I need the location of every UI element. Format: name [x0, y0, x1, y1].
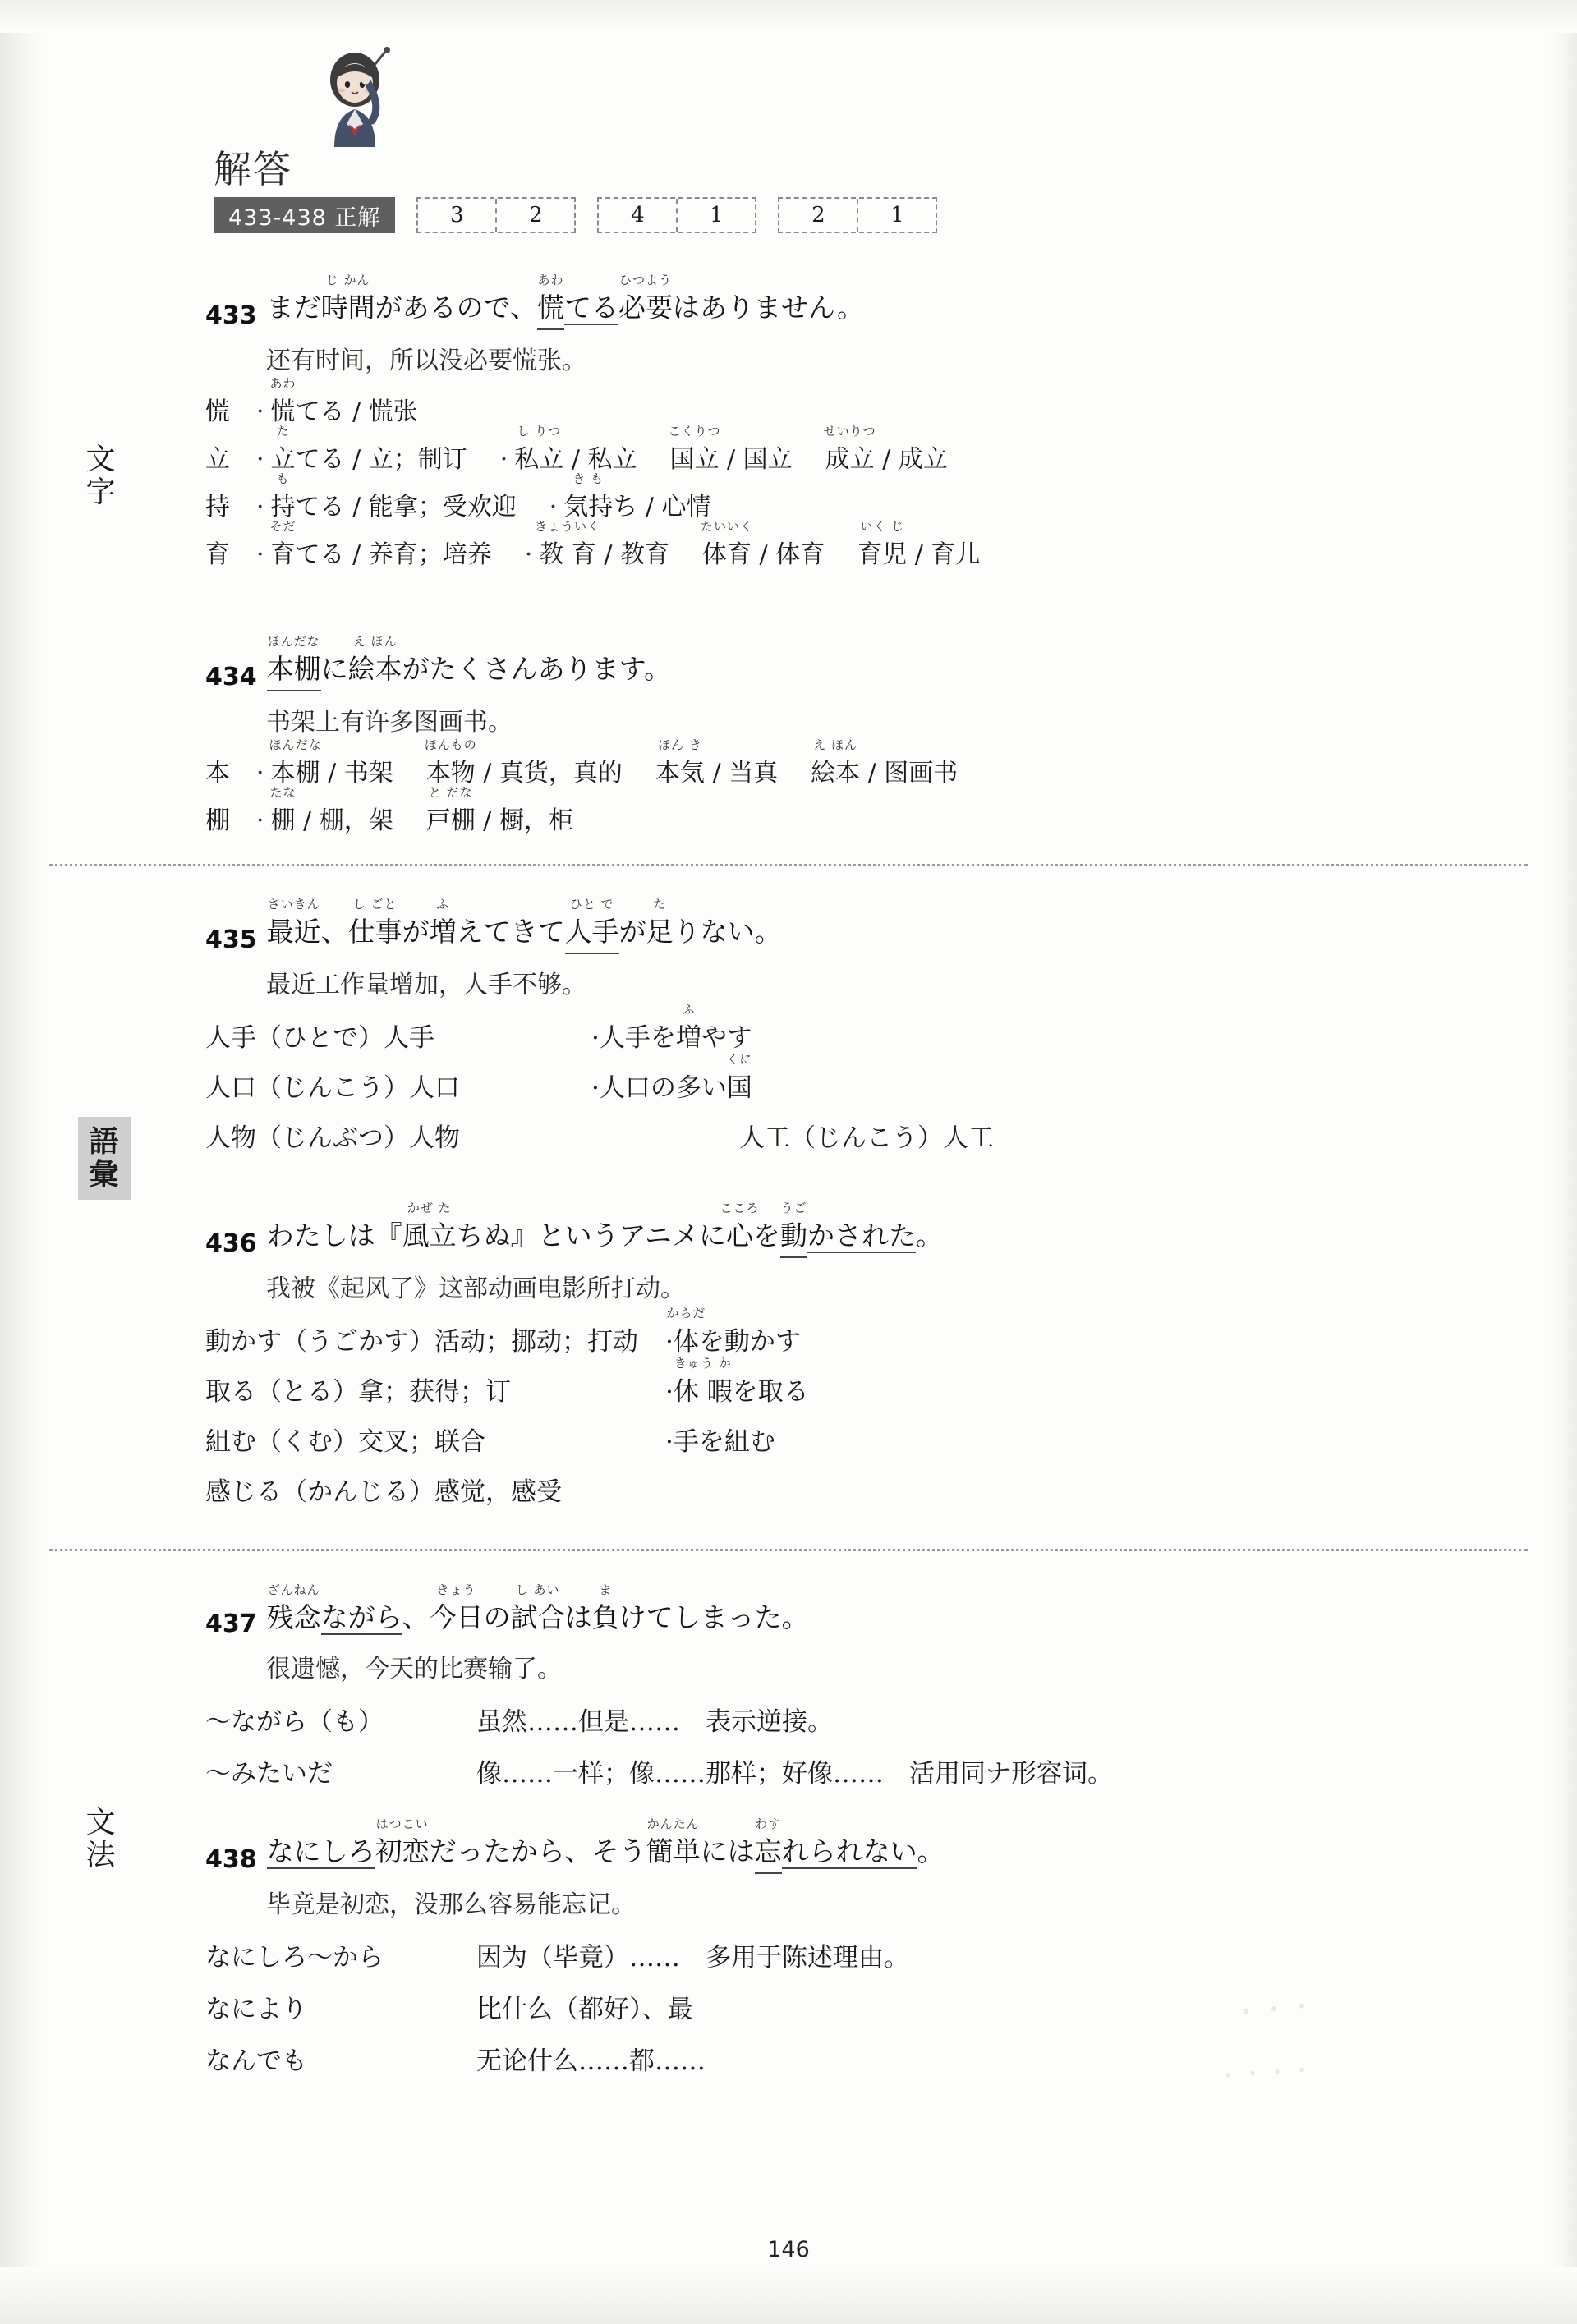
vocab-row [205, 1051, 1552, 1104]
bleed-through-mark: ・・・・ [1215, 2055, 1316, 2092]
kanji-head: 本 [205, 758, 230, 788]
kanji-notes-434 [205, 737, 1552, 836]
kanji-row [205, 518, 1552, 570]
entry-435 [205, 897, 1552, 1154]
section-divider [49, 1549, 1528, 1551]
answer-cell: 2 [495, 199, 574, 232]
page-header [205, 45, 1520, 231]
grammar-row [205, 1936, 1552, 1973]
grammar-meaning: 像……一样；像……那样；好像…… 活用同ナ形容词。 [476, 1758, 1113, 1789]
vocab-notes-436 [205, 1305, 1552, 1508]
question-number: 433 [205, 301, 257, 330]
answer-cell: 4 [631, 203, 645, 227]
kanji-items [256, 737, 959, 788]
question-translation: 我被《起风了》这部动画电影所打动。 [266, 1274, 685, 1303]
kanji-head: 棚 [205, 806, 230, 835]
kanji-row [205, 784, 1552, 836]
grammar-pattern: なにより [205, 1994, 307, 2024]
page-edge-shading-left [0, 0, 49, 2324]
question-japanese: わたしは『 かぜ た 風立ちぬ』というアニメに こころ 心を うご 動かされた。 [267, 1215, 943, 1258]
question-number: 434 [205, 662, 257, 691]
kanji-item: こくりつ 国立 / 国立 [668, 423, 793, 474]
grammar-meaning: 虽然……但是…… 表示逆接。 [476, 1706, 833, 1737]
bleed-through-mark: ・・・ [1230, 1989, 1318, 2032]
answer-group-1 [416, 197, 576, 233]
grammar-pattern: ～みたいだ [205, 1758, 333, 1789]
vocab-example: ·人口の多い くに 国 [591, 1051, 753, 1103]
grammar-row [205, 1701, 1552, 1738]
kanji-item: ほん き 本気 / 当真 [655, 737, 779, 788]
vocab-term: 取る（とる）拿；获得；订 [205, 1376, 511, 1407]
kanji-items [256, 471, 711, 522]
answer-cell: 3 [450, 203, 464, 227]
entry-436 [205, 1201, 1552, 1508]
vocab-term: 組む（くむ）交叉；联合 [205, 1426, 485, 1457]
question-translation: 还有时间，所以没必要慌张。 [266, 346, 586, 375]
grammar-meaning: 比什么（都好）、最 [476, 1994, 693, 2024]
kanji-item: · ほんだな 本棚 / 书架 [256, 752, 393, 788]
page-number: 146 [767, 2237, 810, 2262]
kanji-item: いく じ 育児 / 育儿 [857, 518, 981, 569]
grammar-notes-437 [205, 1701, 1552, 1789]
vocab-term: 動かす（うごかす）活动；挪动；打动 [205, 1326, 638, 1357]
kanji-head: 慌 [205, 397, 230, 426]
vocab-notes-435 [205, 1001, 1552, 1154]
question-japanese: なにしろ はつこい 初恋だったから、そう かんたん 簡単には わす 忘れられない。 [267, 1831, 945, 1874]
kanji-item: · そだ 育てる / 养育；培养 [256, 534, 492, 570]
kanji-head: 持 [205, 492, 230, 521]
grammar-pattern: なにしろ～から [205, 1942, 384, 1973]
question-translation: 毕竟是初恋，没那么容易能忘记。 [266, 1890, 636, 1919]
vocab-row [205, 1471, 1552, 1508]
page-title: 解答 [214, 147, 292, 191]
vocab-term: 人口（じんこう）人口 [205, 1072, 460, 1103]
page-edge-shading-top [0, 0, 1577, 33]
kanji-item: · も 持てる / 能拿；受欢迎 [256, 486, 517, 522]
vocab-row [205, 1421, 1552, 1458]
question-japanese: まだ じ かん 時間があるので、 あわ 慌てる ひつよう 必要はありません。 [267, 287, 864, 330]
vocab-row [205, 1117, 1552, 1154]
question-line [205, 273, 1552, 330]
kanji-item: せいりつ 成立 / 成立 [823, 423, 948, 474]
grammar-meaning: 因为（毕竟）…… 多用于陈述理由。 [476, 1942, 909, 1973]
entry-434 [205, 634, 1552, 836]
kanji-items [256, 784, 573, 836]
grammar-pattern: ～ながら（も） [205, 1706, 384, 1737]
question-line [205, 1816, 1552, 1874]
kanji-item: え ほん 絵本 / 图画书 [811, 737, 959, 788]
grammar-row [205, 2040, 1552, 2077]
kanji-items [256, 518, 981, 570]
mascot-illustration [316, 45, 402, 148]
kanji-item: · た 立てる / 立；制订 [256, 439, 467, 475]
question-japanese: ほんだな 本棚に え ほん 絵本がたくさんあります。 [267, 649, 671, 691]
sidebar-item-moji: 文字 [85, 443, 117, 510]
kanji-item: · あわ 慌てる / 慌张 [256, 391, 418, 427]
sidebar-item-bunpou: 文法 [85, 1806, 117, 1873]
kanji-row [205, 737, 1552, 788]
grammar-row [205, 1988, 1552, 2025]
entry-433 [205, 273, 1552, 570]
answer-cell: 1 [857, 199, 936, 232]
question-range-chip: 433-438 正解 [214, 197, 395, 233]
vocab-example: ·手を組む [665, 1426, 775, 1457]
vocab-example: ·人手を ふ 増やす [591, 1001, 752, 1053]
sidebar-item-goi: 語彙 [78, 1117, 131, 1200]
question-translation: 书架上有许多图画书。 [266, 707, 513, 737]
question-line [205, 1582, 1552, 1638]
kanji-item: たいいく 体育 / 体育 [701, 518, 825, 569]
question-number: 437 [205, 1609, 257, 1638]
question-line [205, 897, 1552, 954]
entry-437 [205, 1582, 1552, 1789]
kanji-item: · し りつ 私立 / 私立 [500, 439, 637, 475]
question-number: 436 [205, 1229, 257, 1258]
kanji-item: · きょういく 教 育 / 教育 [525, 534, 669, 570]
question-number: 435 [205, 925, 257, 954]
question-number: 438 [205, 1844, 257, 1874]
vocab-term: 人手（ひとで）人手 [205, 1022, 434, 1053]
answer-cell: 1 [676, 199, 755, 232]
grammar-row [205, 1752, 1552, 1789]
question-japanese: さいきん 最近、 し ごと 仕事が ふ 増えてきて ひと で 人手が た 足りない。 [267, 912, 782, 954]
vocab-term-secondary: 人工（じんこう）人工 [739, 1123, 994, 1153]
kanji-item: と だな 戸棚 / 橱，柜 [425, 784, 573, 835]
vocab-example: · からだ 体を動かす [665, 1305, 801, 1357]
grammar-notes-438 [205, 1936, 1552, 2077]
answer-group-3 [778, 197, 937, 233]
question-translation: 最近工作量增加，人手不够。 [266, 970, 586, 999]
vocab-row [205, 1305, 1552, 1357]
kanji-item: ほんもの 本物 / 真货，真的 [424, 737, 623, 788]
vocab-row [205, 1355, 1552, 1408]
grammar-meaning: 无论什么……都…… [476, 2046, 706, 2076]
answer-summary-bar [214, 197, 937, 233]
kanji-item: · たな 棚 / 棚，架 [256, 800, 393, 836]
section-divider [49, 864, 1528, 866]
entry-438 [205, 1816, 1552, 2077]
question-japanese: ざんねん 残念ながら、 きょう 今日の し あい 試合は ま 負けてしまった。 [266, 1582, 809, 1633]
question-line [205, 1201, 1552, 1258]
question-translation: 很遗憾，今天的比赛输了。 [266, 1654, 562, 1683]
grammar-pattern: なんでも [205, 2046, 307, 2076]
kanji-head: 育 [205, 540, 230, 569]
vocab-example: · きゅう か 休 暇を取る [665, 1355, 809, 1407]
vocab-term: 感じる（かんじる）感觉，感受 [205, 1477, 562, 1507]
answer-group-2 [597, 197, 756, 233]
page-edge-shading-bottom [0, 2267, 1577, 2324]
vocab-row [205, 1001, 1552, 1054]
kanji-row [205, 423, 1552, 475]
kanji-notes-433 [205, 375, 1552, 570]
answer-cell: 2 [811, 203, 825, 227]
kanji-item: · き も 気持ち / 心情 [549, 486, 711, 522]
vocab-term: 人物（じんぶつ）人物 [205, 1123, 460, 1153]
kanji-row [205, 375, 1552, 427]
question-line [205, 634, 1552, 691]
kanji-head: 立 [205, 444, 230, 474]
